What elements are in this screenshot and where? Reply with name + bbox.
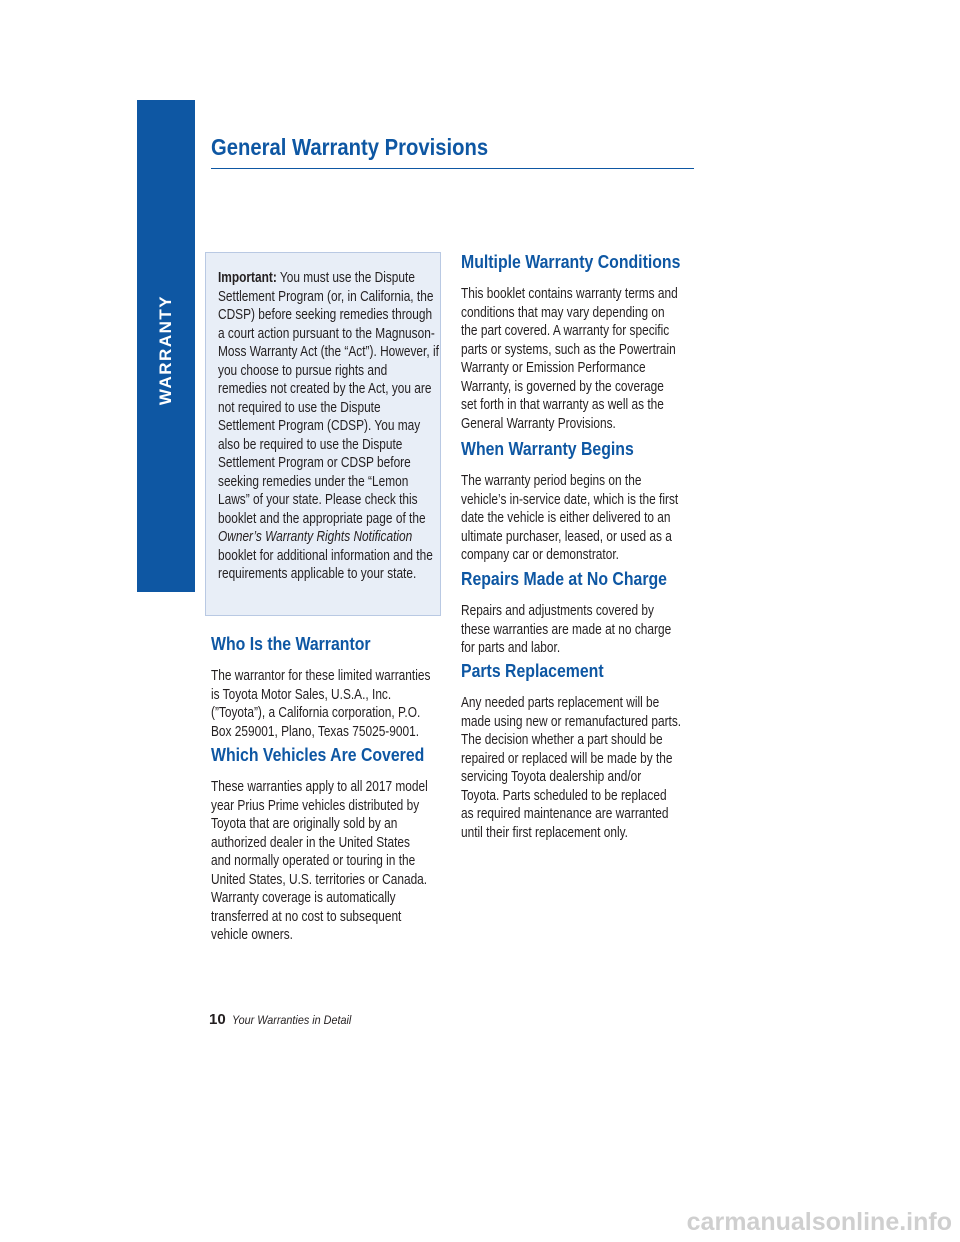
section-body: The warranty period begins on the vehicle’s in-service date, which is the first date the vehicle is either delivered to an ultimate purchaser, leased, or used as a company car or demonstrator.: [461, 473, 679, 563]
side-tab-label: WARRANTY: [156, 294, 175, 406]
important-text-before: You must use the Dispute Settlement Program (or, in California, the CDSP) before seeking remedies through a court action pursuant to the Magnuson-Moss Warranty Act (the “Act”). However, if you choose to pursue rights and remedies not created by the Act, you are not required to use the Dispute Settlement Program (CDSP). You may also be required to use the Dispute Settlement Program or CDSP before seeking remedies under the “Lemon Laws” of your state. Please check this booklet and the appropriate page of the: [218, 270, 439, 527]
section-repairs-no-charge: [461, 569, 731, 658]
important-notice-text: [218, 269, 439, 584]
section-heading: Repairs Made at No Charge: [461, 569, 667, 589]
section-body: These warranties apply to all 2017 model year Prius Prime vehicles distributed by Toyota that are originally sold by an authorized dealer in the United States and normally operated or touring in the United States, U.S. territories or Canada. Warranty coverage is automatically transferred at no cost to subsequent vehicle owners.: [211, 779, 428, 943]
section-vehicles-covered: [211, 745, 481, 945]
important-italic-title: Owner’s Warranty Rights Notification: [218, 529, 413, 545]
section-heading: Multiple Warranty Conditions: [461, 252, 681, 272]
section-body: This booklet contains warranty terms and conditions that may vary depending on the part covered. A warranty for specific parts or systems, such as the Powertrain Warranty or Emission Performance Warranty, is governed by the coverage set forth in that warranty as well as the General Warranty Provisions.: [461, 286, 678, 432]
important-label: Important:: [218, 270, 277, 286]
section-body: The warrantor for these limited warranties is Toyota Motor Sales, U.S.A., Inc. (”Toyota”), a California corporation, P.O. Box 259001, Plano, Texas 75025-9001.: [211, 668, 431, 740]
title-divider: [211, 168, 694, 169]
section-heading: Parts Replacement: [461, 661, 604, 681]
section-body: Repairs and adjustments covered by these warranties are made at no charge for parts and labor.: [461, 603, 672, 656]
important-notice-box: [205, 252, 441, 616]
important-text-after: booklet for additional information and the requirements applicable to your state.: [218, 547, 433, 582]
page-number: 10: [209, 1011, 226, 1028]
section-heading: When Warranty Begins: [461, 439, 634, 459]
section-heading: Which Vehicles Are Covered: [211, 745, 425, 765]
section-multiple-conditions: [461, 252, 731, 433]
watermark: carmanualsonline.info: [686, 1208, 952, 1236]
section-when-warranty-begins: [461, 439, 731, 565]
section-who-is-warrantor: [211, 634, 481, 741]
section-heading: Who Is the Warrantor: [211, 634, 371, 654]
section-body: Any needed parts replacement will be made using new or remanufactured parts. The decision whether a part should be repaired or replaced will be made by the servicing Toyota dealership and/or Toyota. Parts scheduled to be replaced as required maintenance are warranted until their first replacement only.: [461, 695, 682, 841]
page-title: General Warranty Provisions: [211, 134, 489, 160]
footer-running-title: Your Warranties in Detail: [232, 1013, 352, 1027]
section-parts-replacement: [461, 661, 731, 842]
